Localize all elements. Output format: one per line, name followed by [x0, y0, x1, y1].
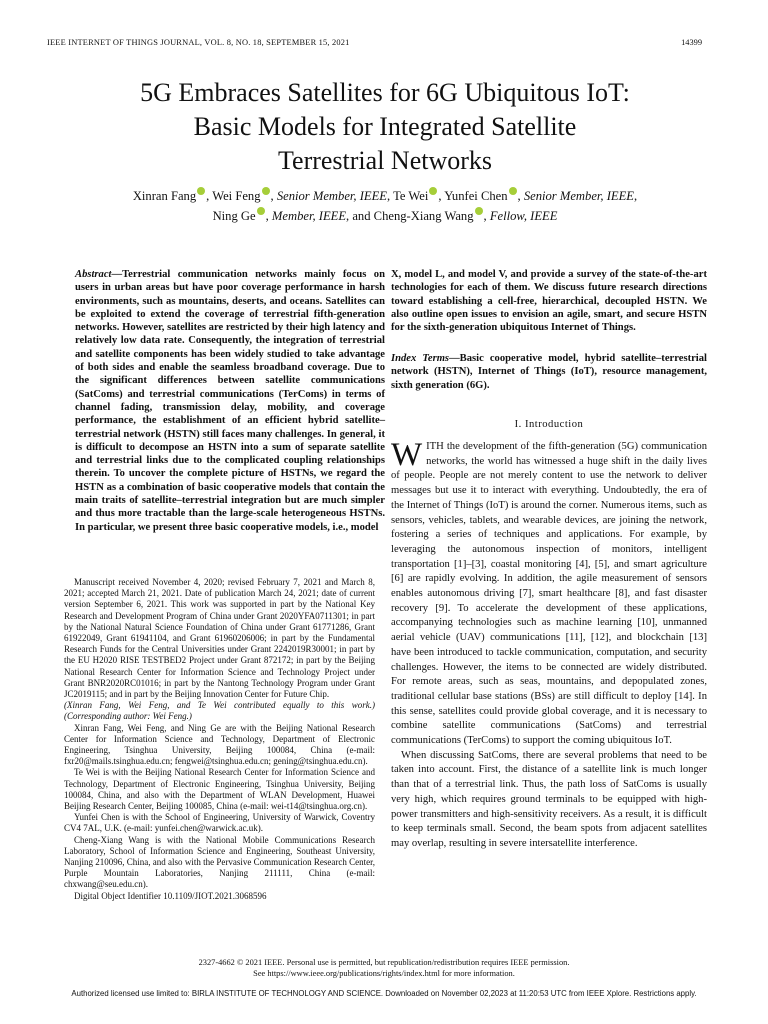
running-header: IEEE INTERNET OF THINGS JOURNAL, VOL. 8, NO. 18, SEPTEMBER 15, 2021: [47, 38, 350, 47]
footnote-manuscript: Manuscript received November 4, 2020; revised February 7, 2021 and March 8, 2021; accepted March 21, 2021. Date of publication March 24, 2021; date of current version September 6, 2021. This work was supported in part by the National Key Research and Development Program of China under Grant 2020YFA0711301; in part by the National Natural Science Foundation of China under Grant 61771286, Grant 61922049, Grant 61941104, and Grant 61960206006; in part by the Fundamental Research Funds for the Central Universities under Grant 2242019R30001; in part by the EU H2020 RISE TESTBED2 Project under Grant 872172; in part by the Beijing National Research Center for Information Science and Technology Project under Grant BNR2020RC01016; in part by the Nantong Technology Program under Grant JC2019115; and in part by the Beijing Innovation Center for Future Chip.: [64, 577, 375, 700]
title-line-1: 5G Embraces Satellites for 6G Ubiquitous IoT:: [140, 78, 630, 107]
author-line-2: Ning Ge , Member, IEEE, and Cheng-Xiang Wang , Fellow, IEEE: [212, 209, 558, 223]
orcid-icon[interactable]: [509, 187, 517, 195]
author-role: Senior Member, IEEE: [523, 189, 634, 203]
paragraph-text: ITH the development of the fifth-generation (5G) communication networks, the world has witnessed a huge shift in the daily lives of people. People are not merely content to use the network to deliver messages but use it to interact with everything. Undoubtedly, the era of the Internet of Things (IoT) is around the corner. Numerous items, such as sensors, vehicles, tablets, and wearable devices, are joining the network, fostering a series of techniques and applications. For example, by leveraging the autonomous inspection of monitors, intelligent transportation [1]–[3], coastal monitoring [4], [5], and smart agriculture [6] are rapidly evolving. In addition, the agile measurement of sensors enables autonomous driving [7], smart healthcare [8], and fast disaster recovery [9]. To accelerate the development of these applications, accompanying technologies such as machine learning [10], unmanned aerial vehicle (UAV) communications [11], [12], and blockchain [13] have been introduced to tackle communication, computation, and security challenges. However, the items to be connected are widely distributed. For remote areas, such as seas, mountains, and depopulated zones, traditional cellular base stations (BSs) are still difficult to deploy [14]. In this sense, satellites could provide global coverage, and it is necessary to combine satellite communications (SatComs) and terrestrial communications (TerComs) to support the coming ubiquitous IoT.: [391, 441, 707, 747]
author-name: Cheng-Xiang Wang: [373, 209, 474, 223]
index-terms: [391, 352, 707, 392]
orcid-icon[interactable]: [262, 187, 270, 195]
footnote-affiliation: Yunfei Chen is with the School of Engineering, University of Warwick, Coventry CV4 7AL, U.K. (e-mail: yunfei.chen@warwick.ac.uk).: [64, 812, 375, 834]
copyright-footer: [0, 958, 768, 980]
author-role: Fellow, IEEE: [489, 209, 558, 223]
author-line-1: Xinran Fang , Wei Feng , Senior Member, IEEE, Te Wei , Yunfei Chen , Senior Member, IEEE,: [132, 189, 638, 203]
footnote-affiliation: Te Wei is with the Beijing National Research Center for Information Science and Technology, Department of Electronic Engineering, Tsinghua University, Beijing 100084, China, and also with the Department of WLAN Development, Huawei Beijing Research Center, Beijing 100085, China (e-mail: wei-t14@tsinghua.org.cn).: [64, 767, 375, 812]
page-number: 14399: [681, 38, 702, 47]
author-name: Ning Ge: [212, 209, 256, 223]
paragraph: [391, 437, 707, 749]
abstract-text: —Terrestrial communication networks mainly focus on users in urban areas but have poor coverage performance in harsh environments, such as mountains, deserts, and oceans. Satellites can be exploited to extend the coverage of terrestrial fifth-generation networks. However, satellites are restricted by their high latency and relatively low data rate. Consequently, the integration of terrestrial and satellite components has been widely studied to take advantage of both sides and enable the seamless broadband coverage. Due to the significant differences between satellite communications (SatComs) and terrestrial communications (TerComs) in terms of channel fading, transmission delay, mobility, and coverage performance, the establishment of an efficient hybrid satellite–terrestrial network (HSTN) still faces many challenges. In general, it is difficult to decompose an HSTN into a sum of separate satellite and terrestrial links due to the complicated coupling relationships therein. To uncover the complete picture of HSTNs, we regard the HSTN as a combination of basic cooperative models that contain the main traits of satellite–terrestrial integration but are much simpler and thus more tractable than the large-scale heterogeneous HSTNs. In particular, we present three basic cooperative models, i.e., model: [75, 269, 385, 533]
footnotes: [64, 577, 375, 902]
abstract-label: Abstract: [75, 269, 112, 280]
orcid-icon[interactable]: [257, 207, 265, 215]
rights-link[interactable]: See https://www.ieee.org/publications/rights/index.html for more information.: [253, 968, 515, 978]
footnote-affiliation: Cheng-Xiang Wang is with the National Mobile Communications Research Laboratory, School of Information Science and Engineering, Southeast University, Nanjing 210096, China, and also with the Pervasive Communication Research Center, Purple Mountain Laboratories, Nanjing 211111, China (e-mail: chxwang@seu.edu.cn).: [64, 834, 375, 890]
drop-cap: W: [391, 437, 423, 473]
abstract-continued: X, model L, and model V, and provide a survey of the state-of-the-art technologies for each of them. We discuss future research directions toward establishing a cell-free, hierarchical, decoupled HSTN. We also outline open issues to envision an agile, smart, and secure HSTN for the sixth-generation ubiquitous Internet of Things.: [391, 269, 707, 334]
author-list: [60, 186, 710, 226]
title-line-2: Basic Models for Integrated Satellite: [193, 112, 577, 141]
author-role: Senior Member, IEEE: [276, 189, 387, 203]
paragraph: When discussing SatComs, there are several problems that need to be taken into account. First, the distance of a satellite link is much longer than that of a terrestrial link. Thus, the path loss of SatComs is usually very high, which requires ground terminals to be equipped with high-power transmitters and high-sensitivity receivers. As a result, it is difficult to keep terminals small. Second, the beam spots from adjacent satellites may overlap, resulting in severe intersatellite interference.: [391, 749, 707, 849]
paper-title: [60, 76, 710, 178]
author-name: Yunfei Chen: [444, 189, 508, 203]
index-terms-text: —Basic cooperative model, hybrid satellite–terrestrial network (HSTN), Internet of Things (IoT), resource management, sixth generation (6G).: [391, 353, 707, 391]
footnote-affiliation: Xinran Fang, Wei Feng, and Ning Ge are with the Beijing National Research Center for Information Science and Technology, Department of Electronic Engineering, Tsinghua University, Beijing 100084, China (e-mail: fxr20@mails.tsinghua.edu.cn; fengwei@tsinghua.edu.cn; gening@tsinghua.edu.cn).: [64, 722, 375, 767]
author-role: Member, IEEE: [271, 209, 347, 223]
author-name: Xinran Fang: [132, 189, 197, 203]
copyright-line: 2327-4662 © 2021 IEEE. Personal use is permitted, but republication/redistribution requires IEEE permission.: [198, 958, 570, 967]
author-name: Wei Feng: [212, 189, 261, 203]
license-notice: Authorized licensed use limited to: BIRLA INSTITUTE OF TECHNOLOGY AND SCIENCE. Downloaded on November 02,2023 at 11:20:53 UTC from IEEE Xplore. Restrictions apply.: [71, 989, 697, 998]
index-terms-label: Index Terms: [391, 353, 450, 364]
orcid-icon[interactable]: [475, 207, 483, 215]
abstract: [75, 268, 385, 534]
footnote-doi: Digital Object Identifier 10.1109/JIOT.2021.3068596: [74, 890, 267, 901]
section-heading: I. Introduction: [514, 419, 584, 430]
title-line-3: Terrestrial Networks: [277, 146, 493, 175]
orcid-icon[interactable]: [429, 187, 437, 195]
author-name: Te Wei: [393, 189, 429, 203]
introduction-body: [391, 437, 707, 852]
footnote-contribution: [64, 700, 375, 722]
orcid-icon[interactable]: [197, 187, 205, 195]
footnote-contribution-text: (Xinran Fang, Wei Feng, and Te Wei contributed equally to this work.) (Corresponding author: Wei Feng.): [64, 700, 375, 722]
